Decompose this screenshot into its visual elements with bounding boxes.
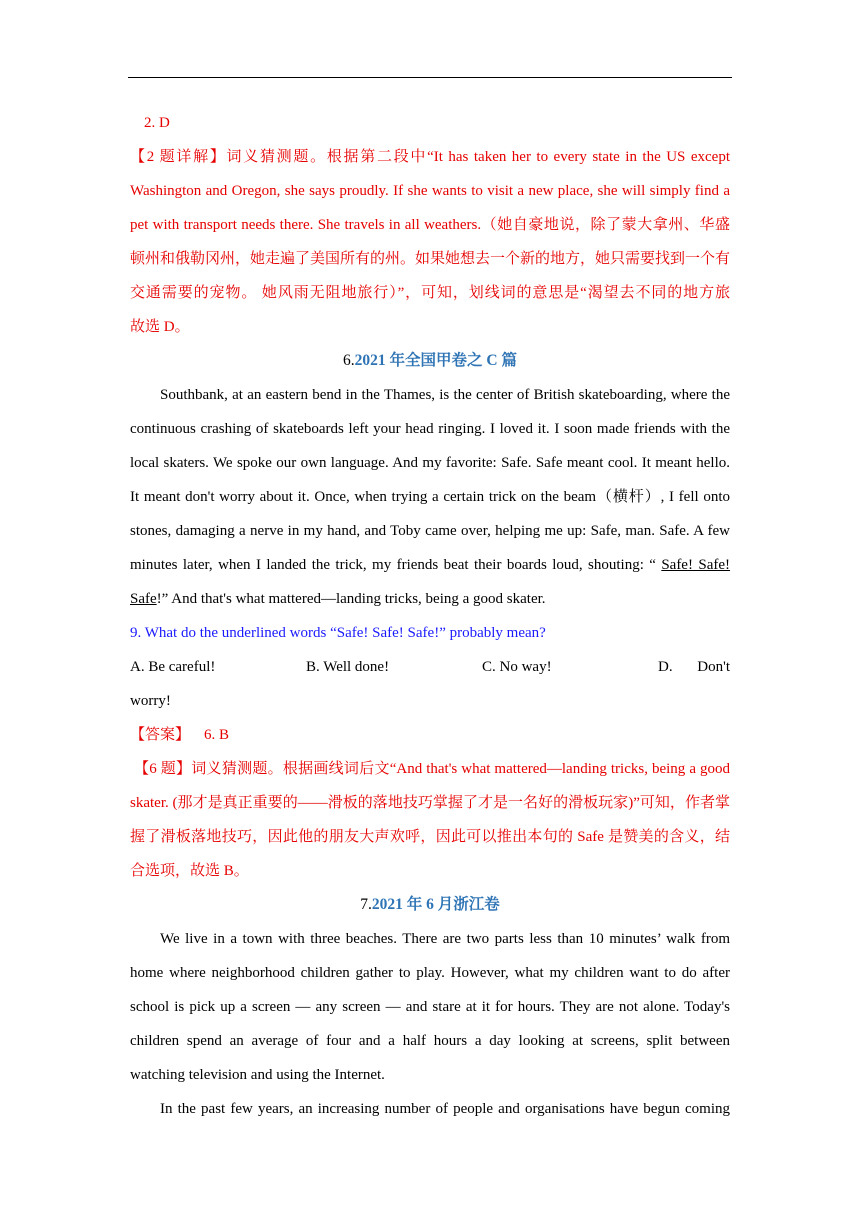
section6-title-text: 2021 年全国甲卷之 C 篇 bbox=[354, 352, 517, 369]
section6-title-number: 6. bbox=[343, 352, 355, 369]
header-rule bbox=[128, 77, 732, 78]
explain-q2-line-6: 故选 D。 bbox=[130, 319, 190, 335]
section7-passage-line-3: school is pick up a screen — any screen — and stare at it for hours. They are not alone. Today's bbox=[130, 999, 730, 1015]
explain-6-line-1: 【6 题】词义猜测题。根据画线词后文“And that's what mattered—landing tricks, being a good bbox=[134, 761, 730, 777]
section6-passage-line-6 bbox=[130, 548, 730, 582]
explain-q2-line-4: 顿州和俄勒冈州，她走遍了美国所有的州。如果她想去一个新的地方，她只需要找到一个有 bbox=[130, 251, 730, 267]
explain-q2-line-3: pet with transport needs there. She travels in all weathers.（她自豪地说，除了蒙大拿州、华盛 bbox=[130, 217, 730, 233]
option-b: B. Well done! bbox=[306, 659, 390, 675]
question-9: 9. What do the underlined words “Safe! Safe! Safe!” probably mean? bbox=[130, 625, 546, 641]
explain-6-line-2: skater. (那才是真正重要的——滑板的落地技巧掌握了才是一名好的滑板玩家)”可知，作者掌 bbox=[130, 795, 730, 811]
answer-6-value: 6. B bbox=[204, 727, 230, 743]
section7-passage-line-2: home where neighborhood children gather to play. However, what my children want to do after bbox=[130, 965, 730, 981]
section6-title bbox=[130, 344, 730, 378]
option-c: C. No way! bbox=[482, 659, 552, 675]
section6-passage-line-4: It meant don't worry about it. Once, when trying a certain trick on the beam（横杆）, I fell onto bbox=[130, 489, 730, 505]
underlined-safe-2: Safe bbox=[130, 591, 157, 607]
section6-passage-line-7-text: !” And that's what mattered—landing tricks, being a good skater. bbox=[156, 591, 546, 607]
section6-passage-line-7 bbox=[130, 582, 730, 616]
section6-passage-line-1: Southbank, at an eastern bend in the Thames, is the center of British skateboarding, where the bbox=[160, 387, 730, 403]
section6-passage-line-6-text: minutes later, when I landed the trick, my friends beat their boards loud, shouting: “ bbox=[130, 557, 656, 573]
section6-passage-line-5: stones, damaging a nerve in my hand, and Toby came over, helping me up: Safe, man. Safe. A few bbox=[130, 523, 730, 539]
section7-title-text: 2021 年 6 月浙江卷 bbox=[371, 896, 500, 913]
option-d-text: Don't bbox=[697, 659, 730, 675]
section6-passage-line-2: continuous crashing of skateboards left your head ringing. I loved it. I soon made friends with the bbox=[130, 421, 730, 437]
explain-q2-line-5: 交通需要的宠物。 她风雨无阻地旅行）”，可知，划线词的意思是“渴望去不同的地方旅 bbox=[130, 285, 730, 301]
answer-q2: 2. D bbox=[144, 115, 170, 131]
option-a: A. Be careful! bbox=[130, 659, 216, 675]
option-d-wrap: worry! bbox=[130, 693, 171, 709]
section7-para2-line-1: In the past few years, an increasing number of people and organisations have begun coming bbox=[160, 1101, 730, 1117]
section7-passage-line-1: We live in a town with three beaches. There are two parts less than 10 minutes’ walk from bbox=[160, 931, 730, 947]
explain-q2-line-2: Washington and Oregon, she says proudly. If she wants to visit a new place, she will simply find a bbox=[130, 183, 730, 199]
answer-6 bbox=[130, 718, 730, 752]
question-9-options bbox=[130, 650, 730, 684]
underlined-safe-1: Safe! Safe! bbox=[661, 557, 730, 573]
explain-6-line-4: 合选项，故选 B。 bbox=[130, 863, 249, 879]
section7-passage-line-5: watching television and using the Internet. bbox=[130, 1067, 385, 1083]
option-d: D. bbox=[658, 659, 673, 675]
section7-title-number: 7. bbox=[360, 896, 372, 913]
content bbox=[130, 106, 730, 1126]
explain-6-line-3: 握了滑板落地技巧，因此他的朋友大声欢呼，因此可以推出本句的 Safe 是赞美的含义，结 bbox=[130, 829, 730, 845]
answer-6-label: 【答案】 bbox=[130, 727, 191, 743]
section6-passage-line-3: local skaters. We spoke our own language. And my favorite: Safe. Safe meant cool. It meant hello. bbox=[130, 455, 730, 471]
section7-passage-line-4: children spend an average of four and a half hours a day looking at screens, split between bbox=[130, 1033, 730, 1049]
explain-q2-line-1: 【2 题详解】词义猜测题。根据第二段中“It has taken her to every state in the US except bbox=[130, 149, 730, 165]
section7-title bbox=[130, 888, 730, 922]
